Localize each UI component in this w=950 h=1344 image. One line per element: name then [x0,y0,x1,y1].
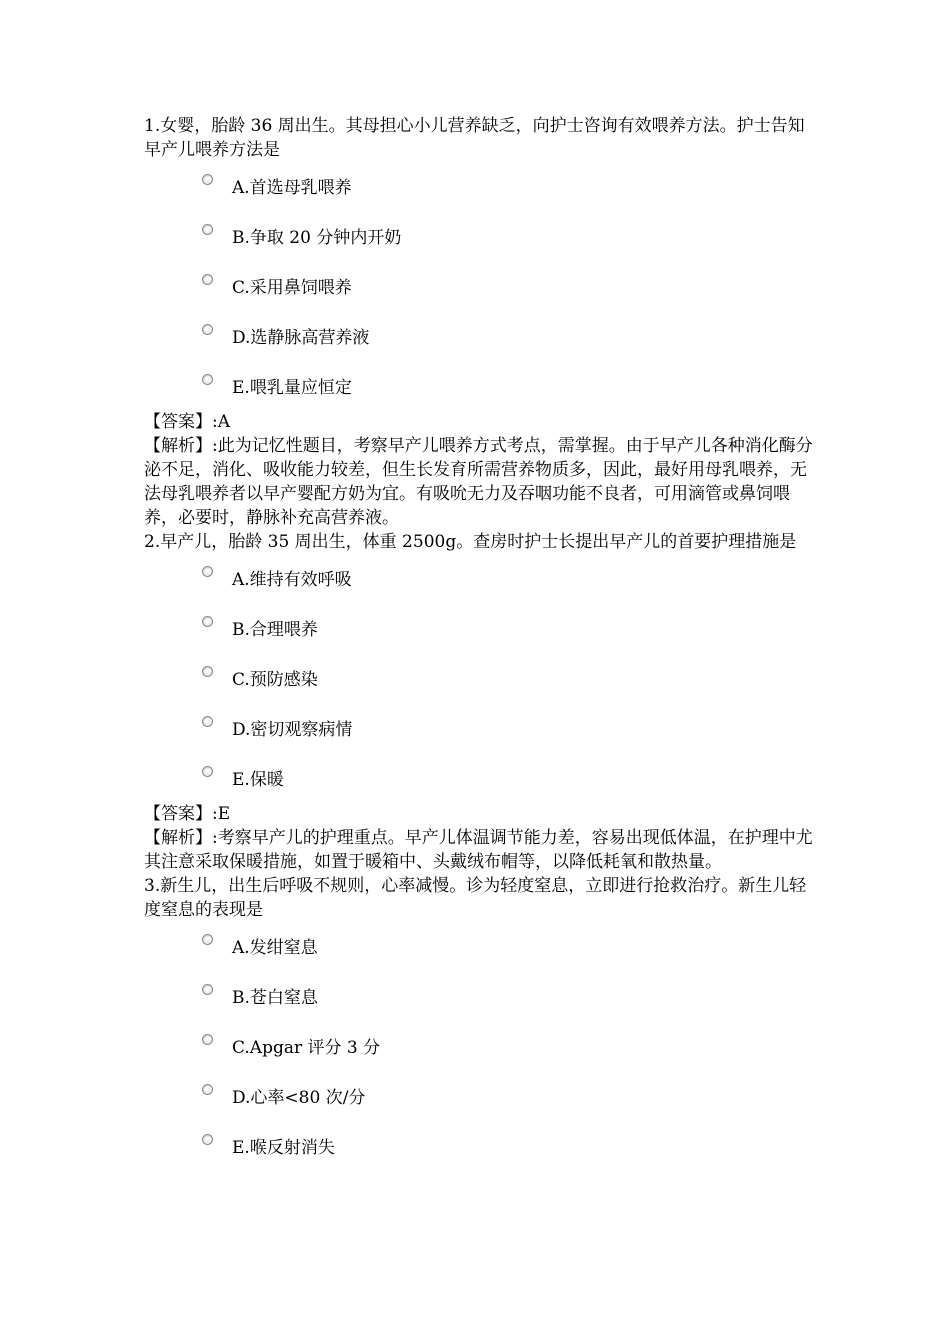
option-a[interactable] [144,562,816,612]
option-label: A.维持有效呼吸 [232,570,352,590]
option-a[interactable] [144,170,816,220]
option-d[interactable] [144,1080,816,1130]
option-list [144,170,816,410]
option-label: B.苍白窒息 [232,988,318,1008]
option-label: E.喉反射消失 [232,1138,335,1158]
radio-button[interactable] [202,1134,213,1145]
option-b[interactable] [144,220,816,270]
option-label: D.选静脉高营养液 [232,328,370,348]
answer-line: 【答案】:A [144,412,231,432]
question-stem: 1.女婴，胎龄 36 周出生。其母担心小儿营养缺乏，向护士咨询有效喂养方法。护士告知早产儿喂养方法是 [144,116,805,160]
option-c[interactable] [144,662,816,712]
radio-button[interactable] [202,766,213,777]
option-e[interactable] [144,1130,816,1170]
option-label: E.保暖 [232,770,284,790]
question-stem: 3.新生儿，出生后呼吸不规则，心率减慢。诊为轻度窒息，立即进行抢救治疗。新生儿轻度窒息的表现是 [144,876,807,920]
radio-button[interactable] [202,566,213,577]
analysis-text: 【解析】:此为记忆性题目，考察早产儿喂养方式考点，需掌握。由于早产儿各种消化酶分泌不足，消化、吸收能力较差，但生长发育所需营养物质多，因此，最好用母乳喂养，无法母乳喂养者以早产婴配方奶为宜。有吸吮无力及吞咽功能不良者，可用滴管或鼻饲喂养，必要时，静脉补充高营养液。 [144,436,813,528]
option-list [144,930,816,1170]
option-c[interactable] [144,270,816,320]
option-label: C.采用鼻饲喂养 [232,278,352,298]
radio-button[interactable] [202,934,213,945]
radio-button[interactable] [202,224,213,235]
option-e[interactable] [144,762,816,802]
analysis-text: 【解析】:考察早产儿的护理重点。早产儿体温调节能力差，容易出现低体温，在护理中尤其注意采取保暖措施，如置于暖箱中、头戴绒布帽等，以降低耗氧和散热量。 [144,828,813,872]
option-label: A.首选母乳喂养 [232,178,352,198]
radio-button[interactable] [202,374,213,385]
radio-button[interactable] [202,984,213,995]
radio-button[interactable] [202,1034,213,1045]
radio-button[interactable] [202,616,213,627]
option-b[interactable] [144,612,816,662]
answer-line: 【答案】:E [144,804,231,824]
option-label: C.Apgar 评分 3 分 [232,1038,381,1058]
option-label: C.预防感染 [232,670,318,690]
option-a[interactable] [144,930,816,980]
option-d[interactable] [144,320,816,370]
option-d[interactable] [144,712,816,762]
option-label: A.发绀窒息 [232,938,318,958]
option-b[interactable] [144,980,816,1030]
option-list [144,562,816,802]
question-2 [144,530,816,874]
option-c[interactable] [144,1030,816,1080]
question-3 [144,874,816,1170]
question-stem: 2.早产儿，胎龄 35 周出生，体重 2500g。查房时护士长提出早产儿的首要护理措施是 [144,532,797,552]
radio-button[interactable] [202,716,213,727]
radio-button[interactable] [202,666,213,677]
radio-button[interactable] [202,324,213,335]
option-e[interactable] [144,370,816,410]
option-label: E.喂乳量应恒定 [232,378,352,398]
option-label: D.密切观察病情 [232,720,353,740]
radio-button[interactable] [202,1084,213,1095]
radio-button[interactable] [202,174,213,185]
radio-button[interactable] [202,274,213,285]
exam-page [144,114,816,1170]
option-label: B.争取 20 分钟内开奶 [232,228,402,248]
question-1 [144,114,816,530]
option-label: B.合理喂养 [232,620,318,640]
option-label: D.心率<80 次/分 [232,1088,366,1108]
